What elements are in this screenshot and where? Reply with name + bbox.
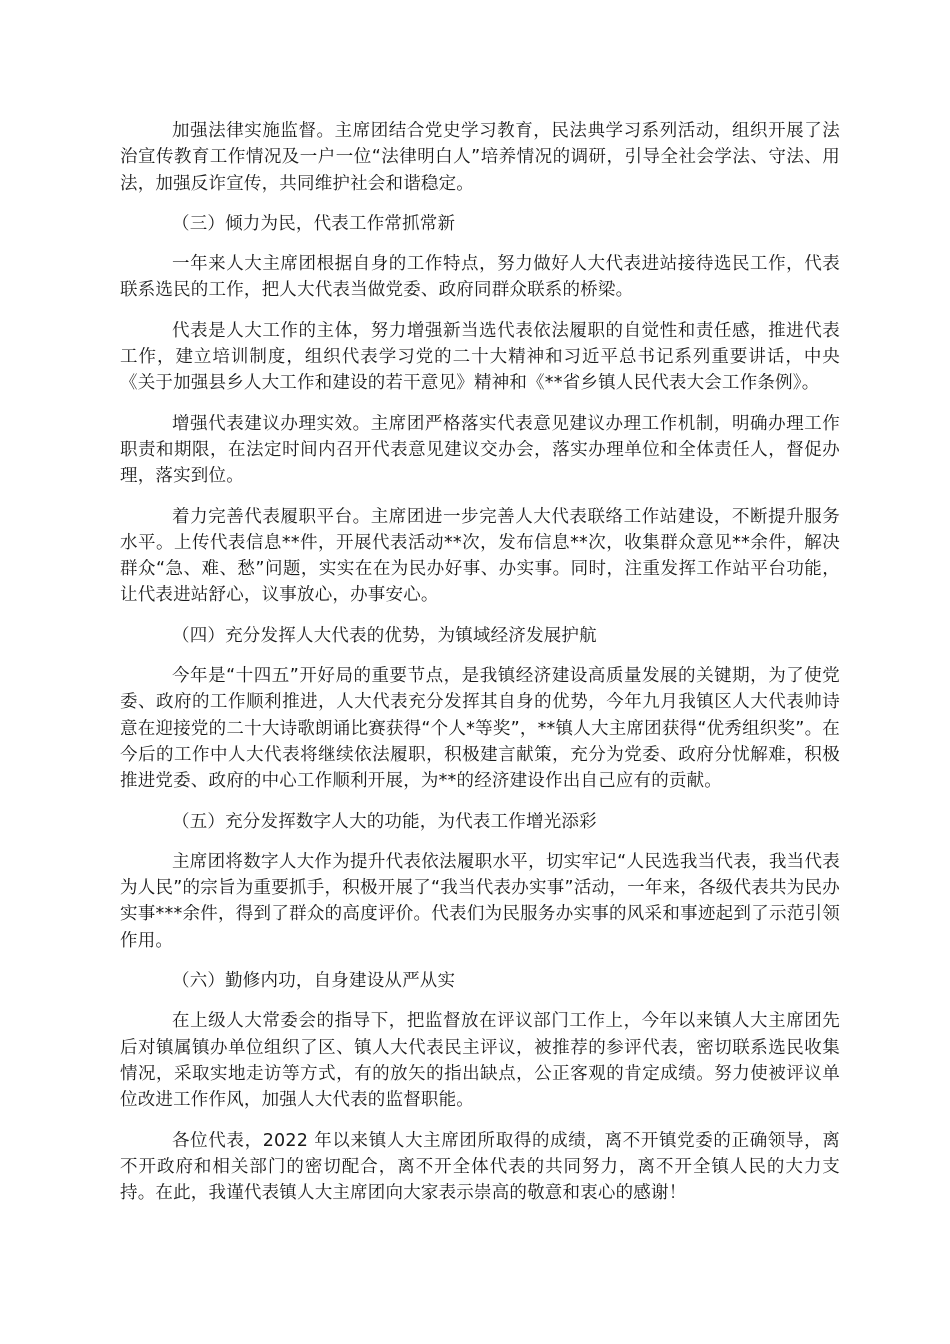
paragraph-self-building: 在上级人大常委会的指导下，把监督放在评议部门工作上，今年以来镇人大主席团先后对镇属镇办单位组织了区、镇人大代表民主评议，被推荐的参评代表，密切联系选民收集情况，采取实地走访等方式，有的放矢的指出缺点，公正客观的肯定成绩。努力使被评议单位改进工作作风，加强人大代表的监督职能。	[120, 1011, 840, 1111]
paragraph-voter-reception: 一年来人大主席团根据自身的工作特点，努力做好人大代表进站接待选民工作，代表联系选民的工作，把人大代表当做党委、政府同群众联系的桥梁。	[120, 254, 840, 301]
section-heading-3: （三）倾力为民，代表工作常抓常新	[172, 213, 456, 234]
paragraph-duty-platform: 着力完善代表履职平台。主席团进一步完善人大代表联络工作站建设，不断提升服务水平。上传代表信息**件，开展代表活动**次，发布信息**次，收集群众意见**余件，解决群众“急、难、愁”问题，实实在在为民办好事、办实事。同时，注重发挥工作站平台功能，让代表进站舒心，议事放心，办事安心。	[120, 506, 840, 606]
paragraph-suggestion-handling: 增强代表建议办理实效。主席团严格落实代表意见建议办理工作机制，明确办理工作职责和期限，在法定时间内召开代表意见建议交办会，落实办理单位和全体责任人，督促办理，落实到位。	[120, 413, 840, 487]
paragraph-digital-congress: 主席团将数字人大作为提升代表依法履职水平，切实牢记“人民选我当代表，我当代表为人民”的宗旨为重要抓手，积极开展了“我当代表办实事”活动，一年来，各级代表共为民办实事***余件，得到了群众的高度评价。代表们为民服务办实事的风采和事迹起到了示范引领作用。	[120, 851, 840, 951]
section-heading-5: （五）充分发挥数字人大的功能，为代表工作增光添彩	[172, 811, 597, 832]
paragraph-deputy-training: 代表是人大工作的主体，努力增强新当选代表依法履职的自觉性和责任感，推进代表工作，建立培训制度，组织代表学习党的二十大精神和习近平总书记系列重要讲话，中央《关于加强县乡人大工作和建设的若干意见》精神和《**省乡镇人民代表大会工作条例》。	[120, 320, 840, 394]
section-heading-6: （六）勤修内功，自身建设从严从实	[172, 971, 456, 992]
paragraph-acknowledgement: 各位代表，2022 年以来镇人大主席团所取得的成绩，离不开镇党委的正确领导，离不开政府和相关部门的密切配合，离不开全体代表的共同努力，离不开全镇人民的大力支持。在此，我谨代表镇人大主席团向大家表示崇高的敬意和衷心的感谢！	[120, 1130, 840, 1204]
paragraph-economic-development: 今年是“十四五”开好局的重要节点，是我镇经济建设高质量发展的关键期，为了使党委、政府的工作顺利推进，人大代表充分发挥其自身的优势，今年九月我镇区人大代表帅诗意在迎接党的二十大诗歌朗诵比赛获得“个人*等奖”，**镇人大主席团获得“优秀组织奖”。在今后的工作中人大代表将继续依法履职，积极建言献策，充分为党委、政府分忧解难，积极推进党委、政府的中心工作顺利开展，为**的经济建设作出自己应有的贡献。	[120, 666, 840, 792]
document-body	[120, 118, 840, 1220]
section-heading-4: （四）充分发挥人大代表的优势，为镇域经济发展护航	[172, 625, 597, 646]
paragraph-law-supervision: 加强法律实施监督。主席团结合党史学习教育，民法典学习系列活动，组织开展了法治宣传教育工作情况及一户一位“法律明白人”培养情况的调研，引导全社会学法、守法、用法，加强反诈宣传，共同维护社会和谐稳定。	[120, 121, 840, 194]
